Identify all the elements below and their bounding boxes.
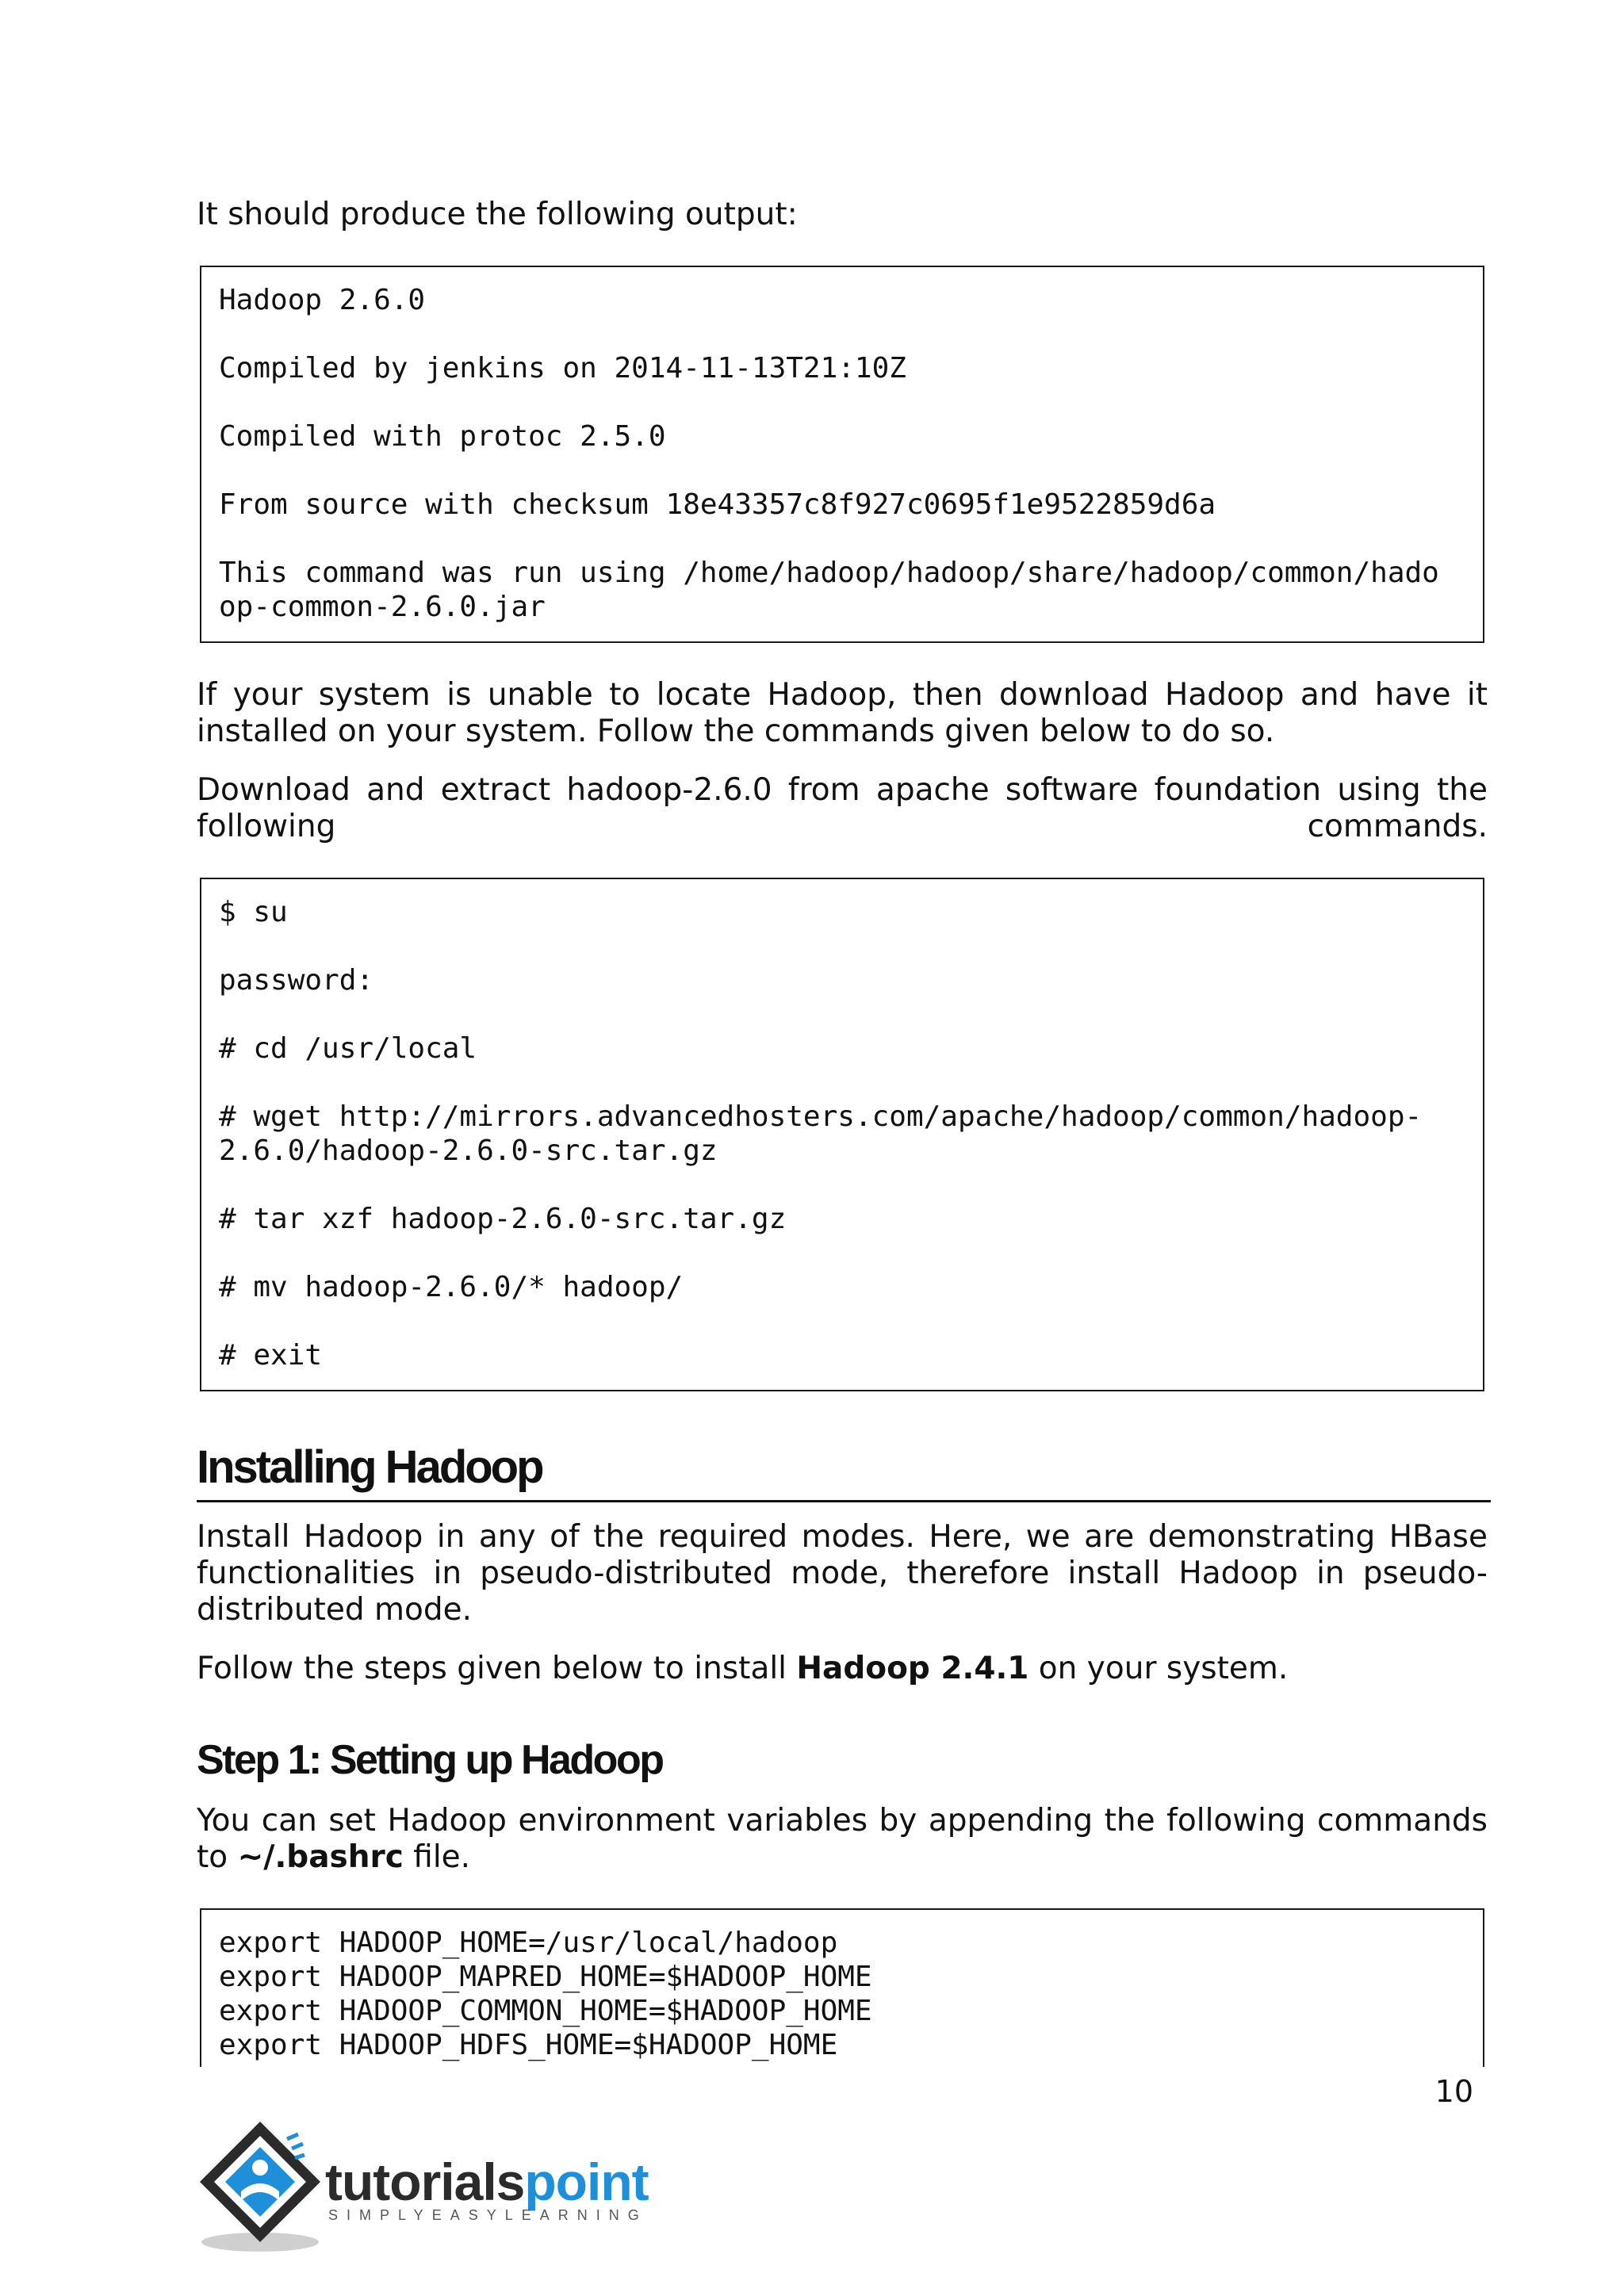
follow-paragraph xyxy=(197,1651,1488,1687)
logo-wordmark xyxy=(325,2152,649,2212)
intro-text: It should produce the following output: xyxy=(197,197,798,232)
code-line: # exit xyxy=(219,1339,323,1372)
code-line: export HADOOP_HOME=/usr/local/hadoop xyxy=(219,1927,838,1959)
download-code-block xyxy=(200,878,1484,1391)
code-line: $ su xyxy=(219,896,288,928)
code-line: # mv hadoop-2.6.0/* hadoop/ xyxy=(219,1271,684,1303)
download-paragraph xyxy=(197,772,1488,845)
code-line: password: xyxy=(219,964,374,997)
install-paragraph: Install Hadoop in any of the required modes. Here, we are demonstrating HBase functionalities in pseudo-distributed mode, therefore install Hadoop in pseudo-distributed mode. xyxy=(197,1519,1488,1628)
code-line: # cd /usr/local xyxy=(219,1032,477,1065)
download-paragraph-text: Download and extract hadoop-2.6.0 from apache software foundation using the following commands. xyxy=(197,772,1488,844)
code-line: Compiled with protoc 2.5.0 xyxy=(219,420,666,453)
env-text-after: file. xyxy=(403,1839,471,1875)
heading-underline xyxy=(197,1500,1491,1502)
code-line: export HADOOP_MAPRED_HOME=$HADOOP_HOME xyxy=(219,1961,872,1993)
code-line: Compiled by jenkins on 2014-11-13T21:10Z xyxy=(219,352,906,385)
unable-paragraph: If your system is unable to locate Hadoop, then download Hadoop and have it installed on your system. Follow the commands given below to do so. xyxy=(197,677,1488,749)
output-code-block xyxy=(200,266,1484,643)
section-heading-installing-hadoop: Installing Hadoop xyxy=(197,1441,542,1493)
follow-version: Hadoop 2.4.1 xyxy=(796,1651,1029,1686)
code-line: # tar xzf hadoop-2.6.0-src.tar.gz xyxy=(219,1203,787,1235)
logo-word-blue: point xyxy=(524,2152,649,2211)
step-1-heading: Step 1: Setting up Hadoop xyxy=(197,1737,663,1783)
code-line: export HADOOP_COMMON_HOME=$HADOOP_HOME xyxy=(219,1995,872,2027)
code-line: export HADOOP_HDFS_HOME=$HADOOP_HOME xyxy=(219,2029,838,2061)
logo-diamond-icon xyxy=(193,2115,336,2258)
follow-text-after: on your system. xyxy=(1028,1651,1289,1686)
export-code-block xyxy=(200,1908,1484,2067)
bashrc-filename: ~/.bashrc xyxy=(237,1839,404,1875)
code-line: This command was run using /home/hadoop/hadoop/share/hadoop/common/hadoop-common-2.6.0.jar xyxy=(219,557,1439,623)
logo-tagline: SIMPLYEASYLEARNING xyxy=(328,2207,648,2223)
page-number: 10 xyxy=(1434,2074,1473,2109)
code-line: # wget http://mirrors.advancedhosters.com/apache/hadoop/common/hadoop-2.6.0/hadoop-2.6.0-src.tar.gz xyxy=(219,1100,1423,1167)
code-line: Hadoop 2.6.0 xyxy=(219,284,426,316)
code-line: From source with checksum 18e43357c8f927c0695f1e9522859d6a xyxy=(219,488,1216,521)
env-text-before: You can set Hadoop environment variables by appending the following commands to xyxy=(197,1803,1488,1875)
tutorialspoint-logo xyxy=(193,2115,669,2258)
logo-word-dark: tutorials xyxy=(325,2152,525,2211)
follow-text-before: Follow the steps given below to install xyxy=(197,1651,797,1686)
env-paragraph xyxy=(197,1803,1488,1876)
